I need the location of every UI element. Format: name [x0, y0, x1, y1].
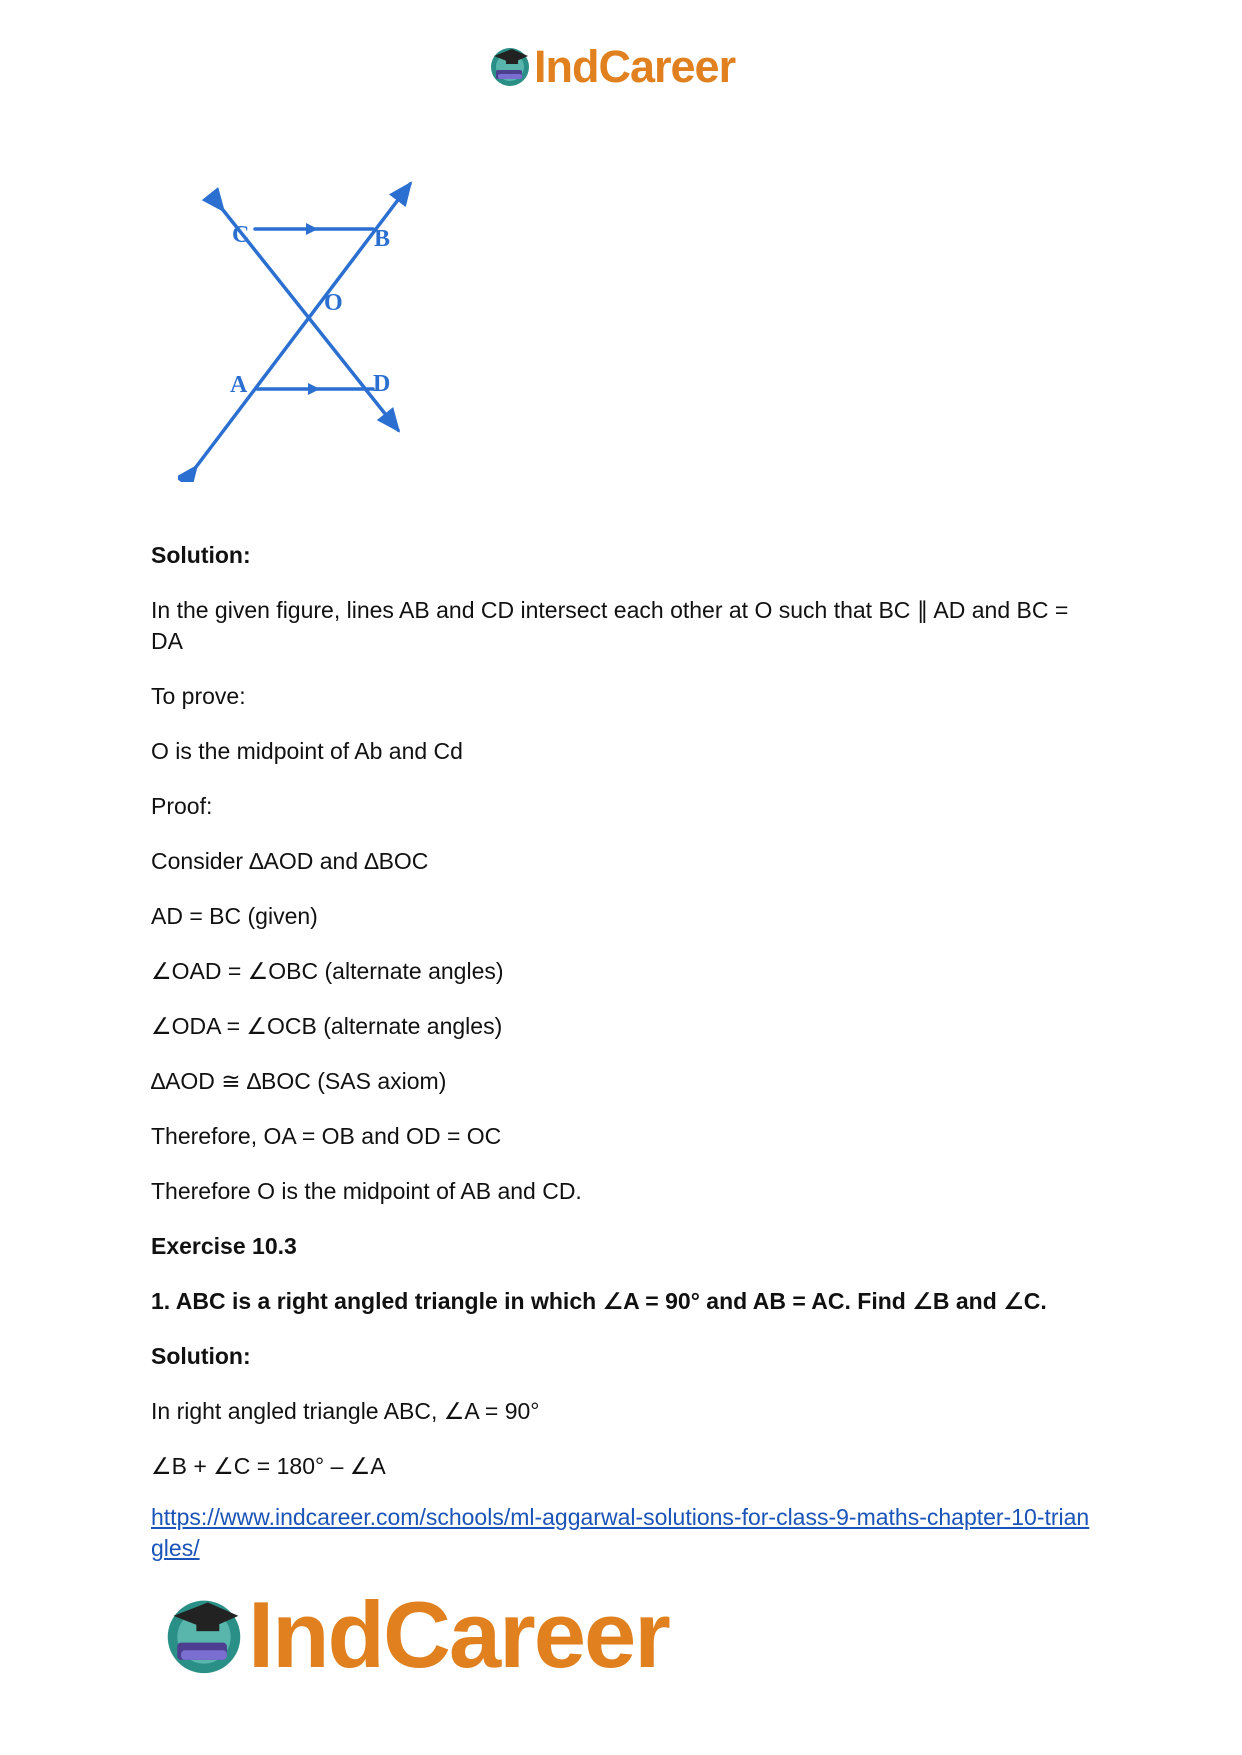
parallel-arrow-icon	[308, 383, 320, 395]
solution-heading: Solution:	[151, 542, 251, 568]
proof-step: AD = BC (given)	[151, 903, 318, 929]
graduation-globe-icon	[488, 44, 532, 88]
proof-step: ∠ODA = ∠OCB (alternate angles)	[151, 1013, 503, 1039]
header-logo	[488, 42, 735, 90]
label-c: C	[232, 222, 250, 248]
proof-label: Proof:	[151, 793, 213, 819]
parallel-arrow-icon	[306, 223, 318, 235]
to-prove-text: O is the midpoint of Ab and Cd	[151, 738, 463, 764]
footer-logo-text: IndCareer	[248, 1582, 669, 1687]
to-prove-label: To prove:	[151, 683, 246, 709]
solution-content	[151, 540, 1091, 1564]
solution-heading-2: Solution:	[151, 1343, 251, 1369]
proof-step: Consider ∆AOD and ∆BOC	[151, 848, 429, 874]
label-b: B	[374, 226, 391, 252]
intro-text: In the given figure, lines AB and CD intersect each other at O such that BC ∥ AD and BC = DA	[151, 597, 1069, 654]
geometry-figure	[178, 172, 438, 482]
proof-step: ∆AOD ≅ ∆BOC (SAS axiom)	[151, 1068, 447, 1094]
solution-line: ∠B + ∠C = 180° – ∠A	[151, 1453, 386, 1479]
exercise-heading: Exercise 10.3	[151, 1233, 297, 1259]
label-o: O	[324, 290, 343, 316]
solution-line: In right angled triangle ABC, ∠A = 90°	[151, 1398, 540, 1424]
label-d: D	[373, 371, 391, 397]
proof-step: ∠OAD = ∠OBC (alternate angles)	[151, 958, 504, 984]
graduation-globe-icon	[162, 1593, 246, 1677]
header-logo-text: IndCareer	[534, 40, 736, 92]
proof-step: Therefore, OA = OB and OD = OC	[151, 1123, 502, 1149]
label-a: A	[230, 372, 248, 398]
footer-logo	[162, 1582, 669, 1687]
source-link[interactable]: https://www.indcareer.com/schools/ml-aggarwal-solutions-for-class-9-maths-chapter-10-triangles/	[151, 1504, 1090, 1561]
question-text: 1. ABC is a right angled triangle in which ∠A = 90° and AB = AC. Find ∠B and ∠C.	[151, 1288, 1047, 1314]
proof-step: Therefore O is the midpoint of AB and CD.	[151, 1178, 582, 1204]
